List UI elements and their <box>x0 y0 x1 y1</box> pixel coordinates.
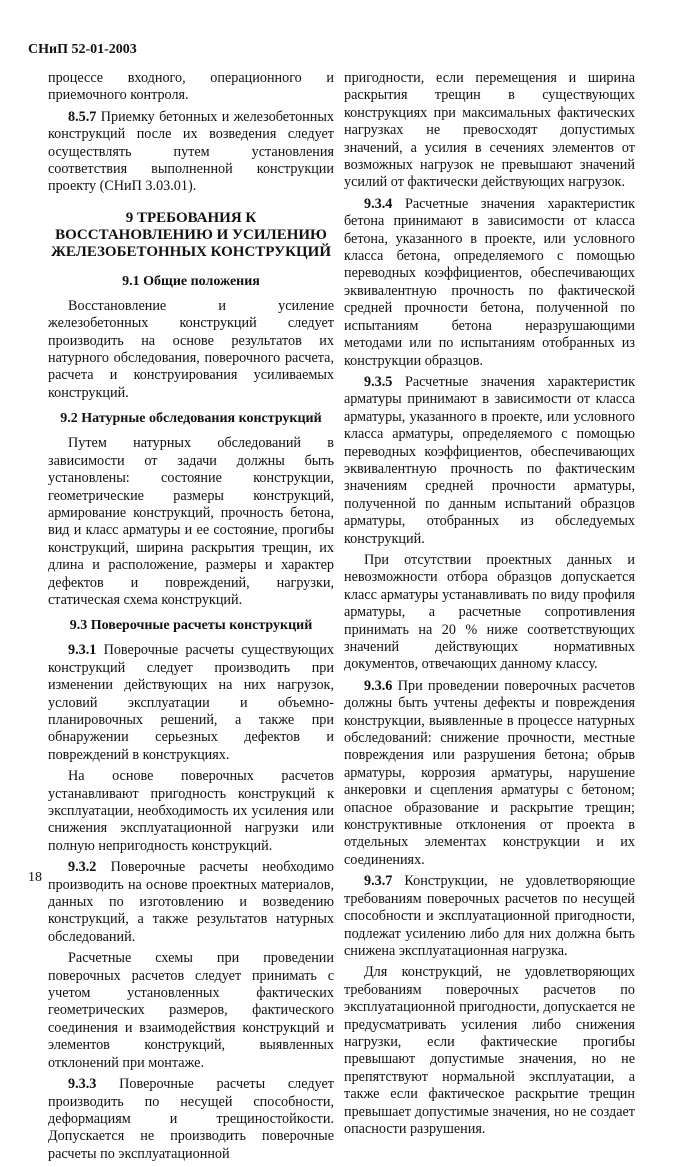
paragraph: Путем натурных обследований в зависимости от задачи должны быть установлены: состояние конструкции, геометрические размеры конструкций, армирование конструкций, прочность бетона, вид и класс арматуры и ее состояние, прогибы конструкций, ширина раскрытия трещин, их длина и расположение, размеры и характер дефектов и повреждений, нагрузки, статическая схема конструкций. <box>48 435 334 608</box>
paragraph: процессе входного, операционного и приемочного контроля. <box>48 70 334 104</box>
clause-number: 9.3.3 <box>68 1076 97 1093</box>
paragraph: пригодности, если перемещения и ширина раскрытия трещин в существующих конструкциях при максимальных фактических нагрузках не превосходят допустимых значений, а усилия в сечениях элементов от возможных нагрузок не превышают значений усилий от фактически действующих нагрузок. <box>344 70 635 191</box>
subsection-title-9-1: 9.1 Общие положения <box>122 273 260 289</box>
clause-number: 9.3.1 <box>68 642 97 659</box>
paragraph-9-3-7 <box>344 873 635 960</box>
clause-text: Расчетные значения характеристик арматуры принимают в зависимости от класса арматуры, указанного в проекте, или условного класса арматуры, определяемого с помощью переводных коэффициентов, обеспечивающих эквивалентную прочность по фактическим значениям средней прочности арматуры, полученной по данным испытаний образцов арматуры, отобранных из обследуемых конструкций. <box>344 373 635 547</box>
subsection-title-9-3: 9.3 Поверочные расчеты конструкций <box>69 618 313 634</box>
clause-text: Приемку бетонных и железобетонных конструкций после их возведения следует осуществлять путем установления соответствия выполненной конструкции проекту (СНиП 3.03.01). <box>48 108 334 195</box>
paragraph-9-3-1 <box>48 642 334 764</box>
clause-text: Поверочные расчеты необходимо производить на основе проектных материалов, данных по изготовлению и возведению конструкций, а также результатов натурных обследований. <box>48 859 334 945</box>
section-title: 9 ТРЕБОВАНИЯ К ВОССТАНОВЛЕНИЮ И УСИЛЕНИЮ ЖЕЛЕЗОБЕТОННЫХ КОНСТРУКЦИЙ <box>51 209 331 260</box>
paragraph-9-3-5 <box>344 374 635 548</box>
clause-number: 9.3.5 <box>364 373 393 390</box>
clause-text: Конструкции, не удовлетворяющие требованиям поверочных расчетов по несущей способности и эксплуатационной пригодности, подлежат усилению либо для них должна быть снижена эксплуатационная нагрузка. <box>344 873 635 959</box>
paragraph: На основе поверочных расчетов устанавливают пригодность конструкций к эксплуатации, необходимость их усиления или снижения эксплуатационной нагрузки или полную непригодность конструкций. <box>48 768 334 854</box>
paragraph-9-3-2 <box>48 859 334 946</box>
paragraph-9-3-4 <box>344 196 635 370</box>
clause-number: 9.3.7 <box>364 873 393 890</box>
page-number: 18 <box>28 870 42 885</box>
right-column <box>344 70 635 1142</box>
paragraph-9-3-6 <box>344 678 635 869</box>
clause-text: Поверочные расчеты следует производить по несущей способности, деформациям и трещиностойкости. Допускается не производить поверочные расчеты по эксплуатационной <box>48 1076 334 1162</box>
clause-number: 9.3.6 <box>364 677 393 694</box>
paragraph-9-3-3 <box>48 1076 334 1163</box>
paragraph: Для конструкций, не удовлетворяющих требованиям поверочных расчетов по эксплуатационной пригодности, допускается не предусматривать усиления либо снижения нагрузки, если фактические прогибы превышают допустимые значения, но не препятствуют нормальной эксплуатации, а также если фактическое раскрытие трещин превышает допустимые значения, но не создает опасности разрушения. <box>344 964 635 1137</box>
clause-text: Поверочные расчеты существующих конструкций следует производить при изменении действующих на них нагрузок, условий эксплуатации и объемно-планировочных решений, а также при обнаружении серьезных дефектов и повреждений в конструкциях. <box>48 642 334 763</box>
clause-number: 9.3.2 <box>68 859 97 876</box>
paragraph: Восстановление и усиление железобетонных конструкций следует производить на основе результатов их натурного обследования, поверочного расчета, расчета и конструирования усиливаемых конструкций. <box>48 297 334 401</box>
clause-number: 8.5.7 <box>68 108 97 125</box>
paragraph: При отсутствии проектных данных и невозможности отбора образцов допускается класс арматуры устанавливать по виду профиля арматуры, а расчетные сопротивления принимать на 20 % ниже соответствующих значений действующих нормативных документов, отвечающих данному классу. <box>344 551 635 673</box>
paragraph-8-5-7 <box>48 109 334 196</box>
clause-text: Расчетные значения характеристик бетона принимают в зависимости от класса бетона, указанного в проекте, или условного класса бетона, определяемого с помощью переводных коэффициентов, обеспечивающих эквивалентную прочность по фактической средней прочности бетона, полученной по испытаниям бетона неразрушающими методами или по испытаниям отобранных из конструкции образцов. <box>344 195 635 369</box>
left-column <box>48 70 334 1167</box>
clause-text: При проведении поверочных расчетов должны быть учтены дефекты и повреждения конструкции, выявленные в процессе натурных обследований: снижение прочности, местные повреждения или разрушения бетона; обрыв арматуры, коррозия арматуры, нарушение анкеровки и сцепления арматуры с бетоном; опасное образование и раскрытие трещин; конструктивные отклонения от проекта в отдельных элементах конструкции и их соединениях. <box>344 677 635 868</box>
running-header: СНиП 52-01-2003 <box>28 42 137 57</box>
subsection-title-9-2: 9.2 Натурные обследования конструкций <box>60 411 322 427</box>
paragraph: Расчетные схемы при проведении поверочных расчетов следует принимать с учетом установленных фактических геометрических размеров, фактического соединения и взаимодействия конструкций и элементов конструкций, выявленных отклонений при монтаже. <box>48 950 334 1071</box>
clause-number: 9.3.4 <box>364 195 393 212</box>
